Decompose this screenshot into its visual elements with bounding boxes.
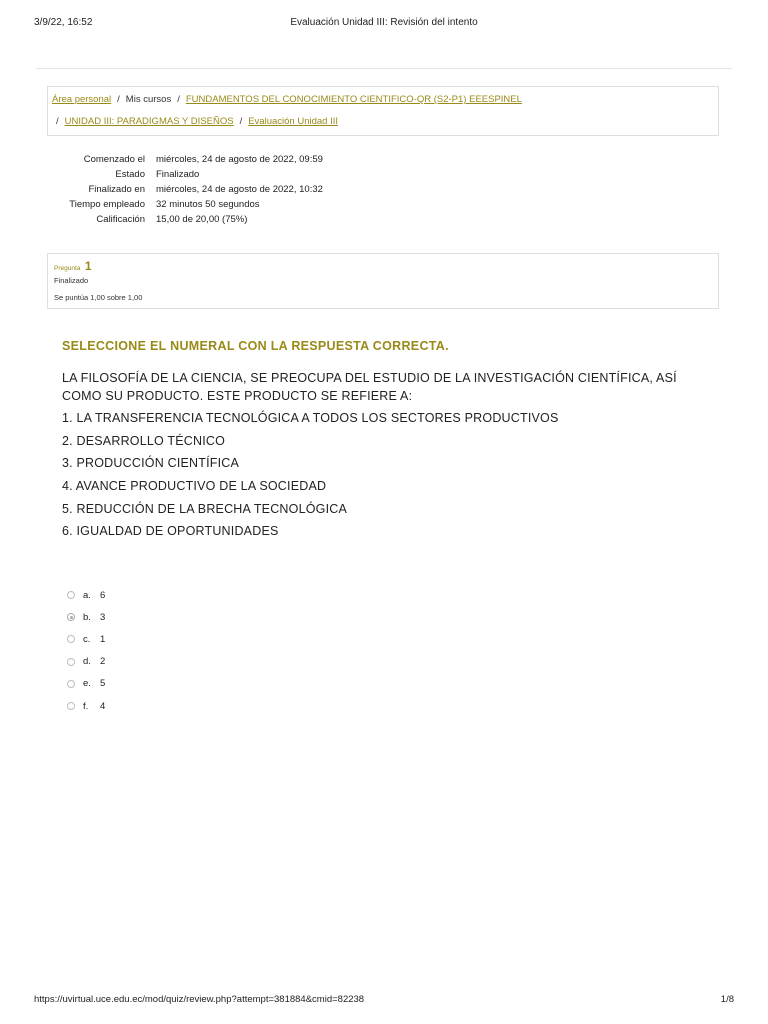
summary-row-time bbox=[48, 198, 448, 211]
answer-options bbox=[67, 584, 267, 717]
question-stem: LA FILOSOFÍA DE LA CIENCIA, SE PREOCUPA DEL ESTUDIO DE LA INVESTIGACIÓN CIENTÍFICA, ASÍ COMO SU PRODUCTO. ESTE PRODUCTO SE REFIERE A: bbox=[62, 371, 677, 403]
summary-row-started bbox=[48, 153, 448, 166]
breadcrumb bbox=[47, 86, 719, 136]
top-divider bbox=[36, 68, 732, 69]
answer-letter: e. bbox=[83, 678, 91, 690]
answer-value: 4 bbox=[100, 700, 106, 712]
radio-button-selected[interactable] bbox=[67, 613, 75, 621]
radio-button[interactable] bbox=[67, 635, 75, 643]
breadcrumb-separator: / bbox=[177, 94, 180, 105]
print-title: Evaluación Unidad III: Revisión del intento bbox=[290, 17, 478, 28]
breadcrumb-line-2 bbox=[56, 116, 338, 127]
answer-option-e[interactable] bbox=[67, 673, 267, 695]
question-grade: Se puntúa 1,00 sobre 1,00 bbox=[54, 293, 143, 302]
answer-option-f[interactable] bbox=[67, 695, 267, 717]
answer-option-d[interactable] bbox=[67, 651, 267, 673]
answer-letter: f. bbox=[83, 700, 89, 712]
summary-label: Finalizado en bbox=[88, 184, 145, 195]
answer-letter: d. bbox=[83, 656, 91, 668]
summary-row-finished bbox=[48, 183, 448, 196]
question-text bbox=[62, 339, 682, 545]
page-number: 1/8 bbox=[720, 994, 734, 1005]
summary-value: 32 minutos 50 segundos bbox=[156, 199, 260, 210]
question-info-box bbox=[47, 253, 719, 309]
answer-option-c[interactable] bbox=[67, 628, 267, 650]
answer-value: 6 bbox=[100, 589, 106, 601]
answer-value: 1 bbox=[100, 633, 106, 645]
question-number-value: 1 bbox=[84, 259, 92, 273]
summary-row-state bbox=[48, 168, 448, 181]
breadcrumb-line-1 bbox=[52, 94, 522, 105]
summary-label: Tiempo empleado bbox=[69, 199, 145, 210]
breadcrumb-quiz[interactable]: Evaluación Unidad III bbox=[248, 116, 338, 127]
page-url: https://uvirtual.uce.edu.ec/mod/quiz/review.php?attempt=381884&cmid=82238 bbox=[34, 994, 365, 1005]
question-heading: SELECCIONE EL NUMERAL CON LA RESPUESTA CORRECTA. bbox=[62, 339, 449, 353]
question-item: 4. AVANCE PRODUCTIVO DE LA SOCIEDAD bbox=[62, 479, 327, 494]
question-number bbox=[54, 257, 92, 275]
breadcrumb-course[interactable]: FUNDAMENTOS DEL CONOCIMIENTO CIENTIFICO-QR (S2-P1) EEESPINEL bbox=[185, 94, 522, 105]
breadcrumb-separator: / bbox=[117, 94, 120, 105]
question-item: 1. LA TRANSFERENCIA TECNOLÓGICA A TODOS LOS SECTORES PRODUCTIVOS bbox=[62, 411, 559, 425]
breadcrumb-separator: / bbox=[239, 116, 243, 127]
summary-value: 15,00 de 20,00 (75%) bbox=[156, 214, 248, 225]
answer-letter: b. bbox=[83, 611, 91, 623]
summary-value: miércoles, 24 de agosto de 2022, 10:32 bbox=[156, 184, 323, 195]
question-item: 3. PRODUCCIÓN CIENTÍFICA bbox=[62, 456, 240, 471]
question-item: 5. REDUCCIÓN DE LA BRECHA TECNOLÓGICA bbox=[62, 501, 348, 516]
question-state: Finalizado bbox=[54, 276, 89, 285]
radio-button[interactable] bbox=[67, 680, 75, 688]
breadcrumb-area-personal[interactable]: Área personal bbox=[52, 94, 112, 105]
breadcrumb-unit[interactable]: UNIDAD III: PARADIGMAS Y DISEÑOS bbox=[64, 116, 234, 127]
radio-button[interactable] bbox=[67, 591, 75, 599]
summary-label: Calificación bbox=[96, 214, 145, 225]
attempt-summary bbox=[48, 153, 448, 228]
answer-letter: a. bbox=[83, 589, 91, 601]
answer-value: 5 bbox=[100, 678, 106, 690]
answer-option-a[interactable] bbox=[67, 584, 267, 606]
summary-label: Estado bbox=[115, 169, 145, 180]
print-datetime: 3/9/22, 16:52 bbox=[34, 17, 93, 28]
answer-letter: c. bbox=[83, 633, 91, 645]
question-item: 6. IGUALDAD DE OPORTUNIDADES bbox=[62, 524, 279, 539]
breadcrumb-mis-cursos: Mis cursos bbox=[125, 94, 172, 105]
breadcrumb-separator: / bbox=[56, 116, 59, 127]
radio-button[interactable] bbox=[67, 658, 75, 666]
summary-row-grade bbox=[48, 213, 448, 226]
summary-value: Finalizado bbox=[156, 169, 200, 180]
question-label: Pregunta bbox=[54, 265, 81, 272]
summary-label: Comenzado el bbox=[83, 154, 145, 165]
summary-value: miércoles, 24 de agosto de 2022, 09:59 bbox=[156, 154, 323, 165]
answer-value: 2 bbox=[100, 656, 106, 668]
radio-button[interactable] bbox=[67, 702, 75, 710]
question-item: 2. DESARROLLO TÉCNICO bbox=[62, 433, 226, 448]
answer-option-b[interactable] bbox=[67, 606, 267, 628]
answer-value: 3 bbox=[100, 611, 106, 623]
